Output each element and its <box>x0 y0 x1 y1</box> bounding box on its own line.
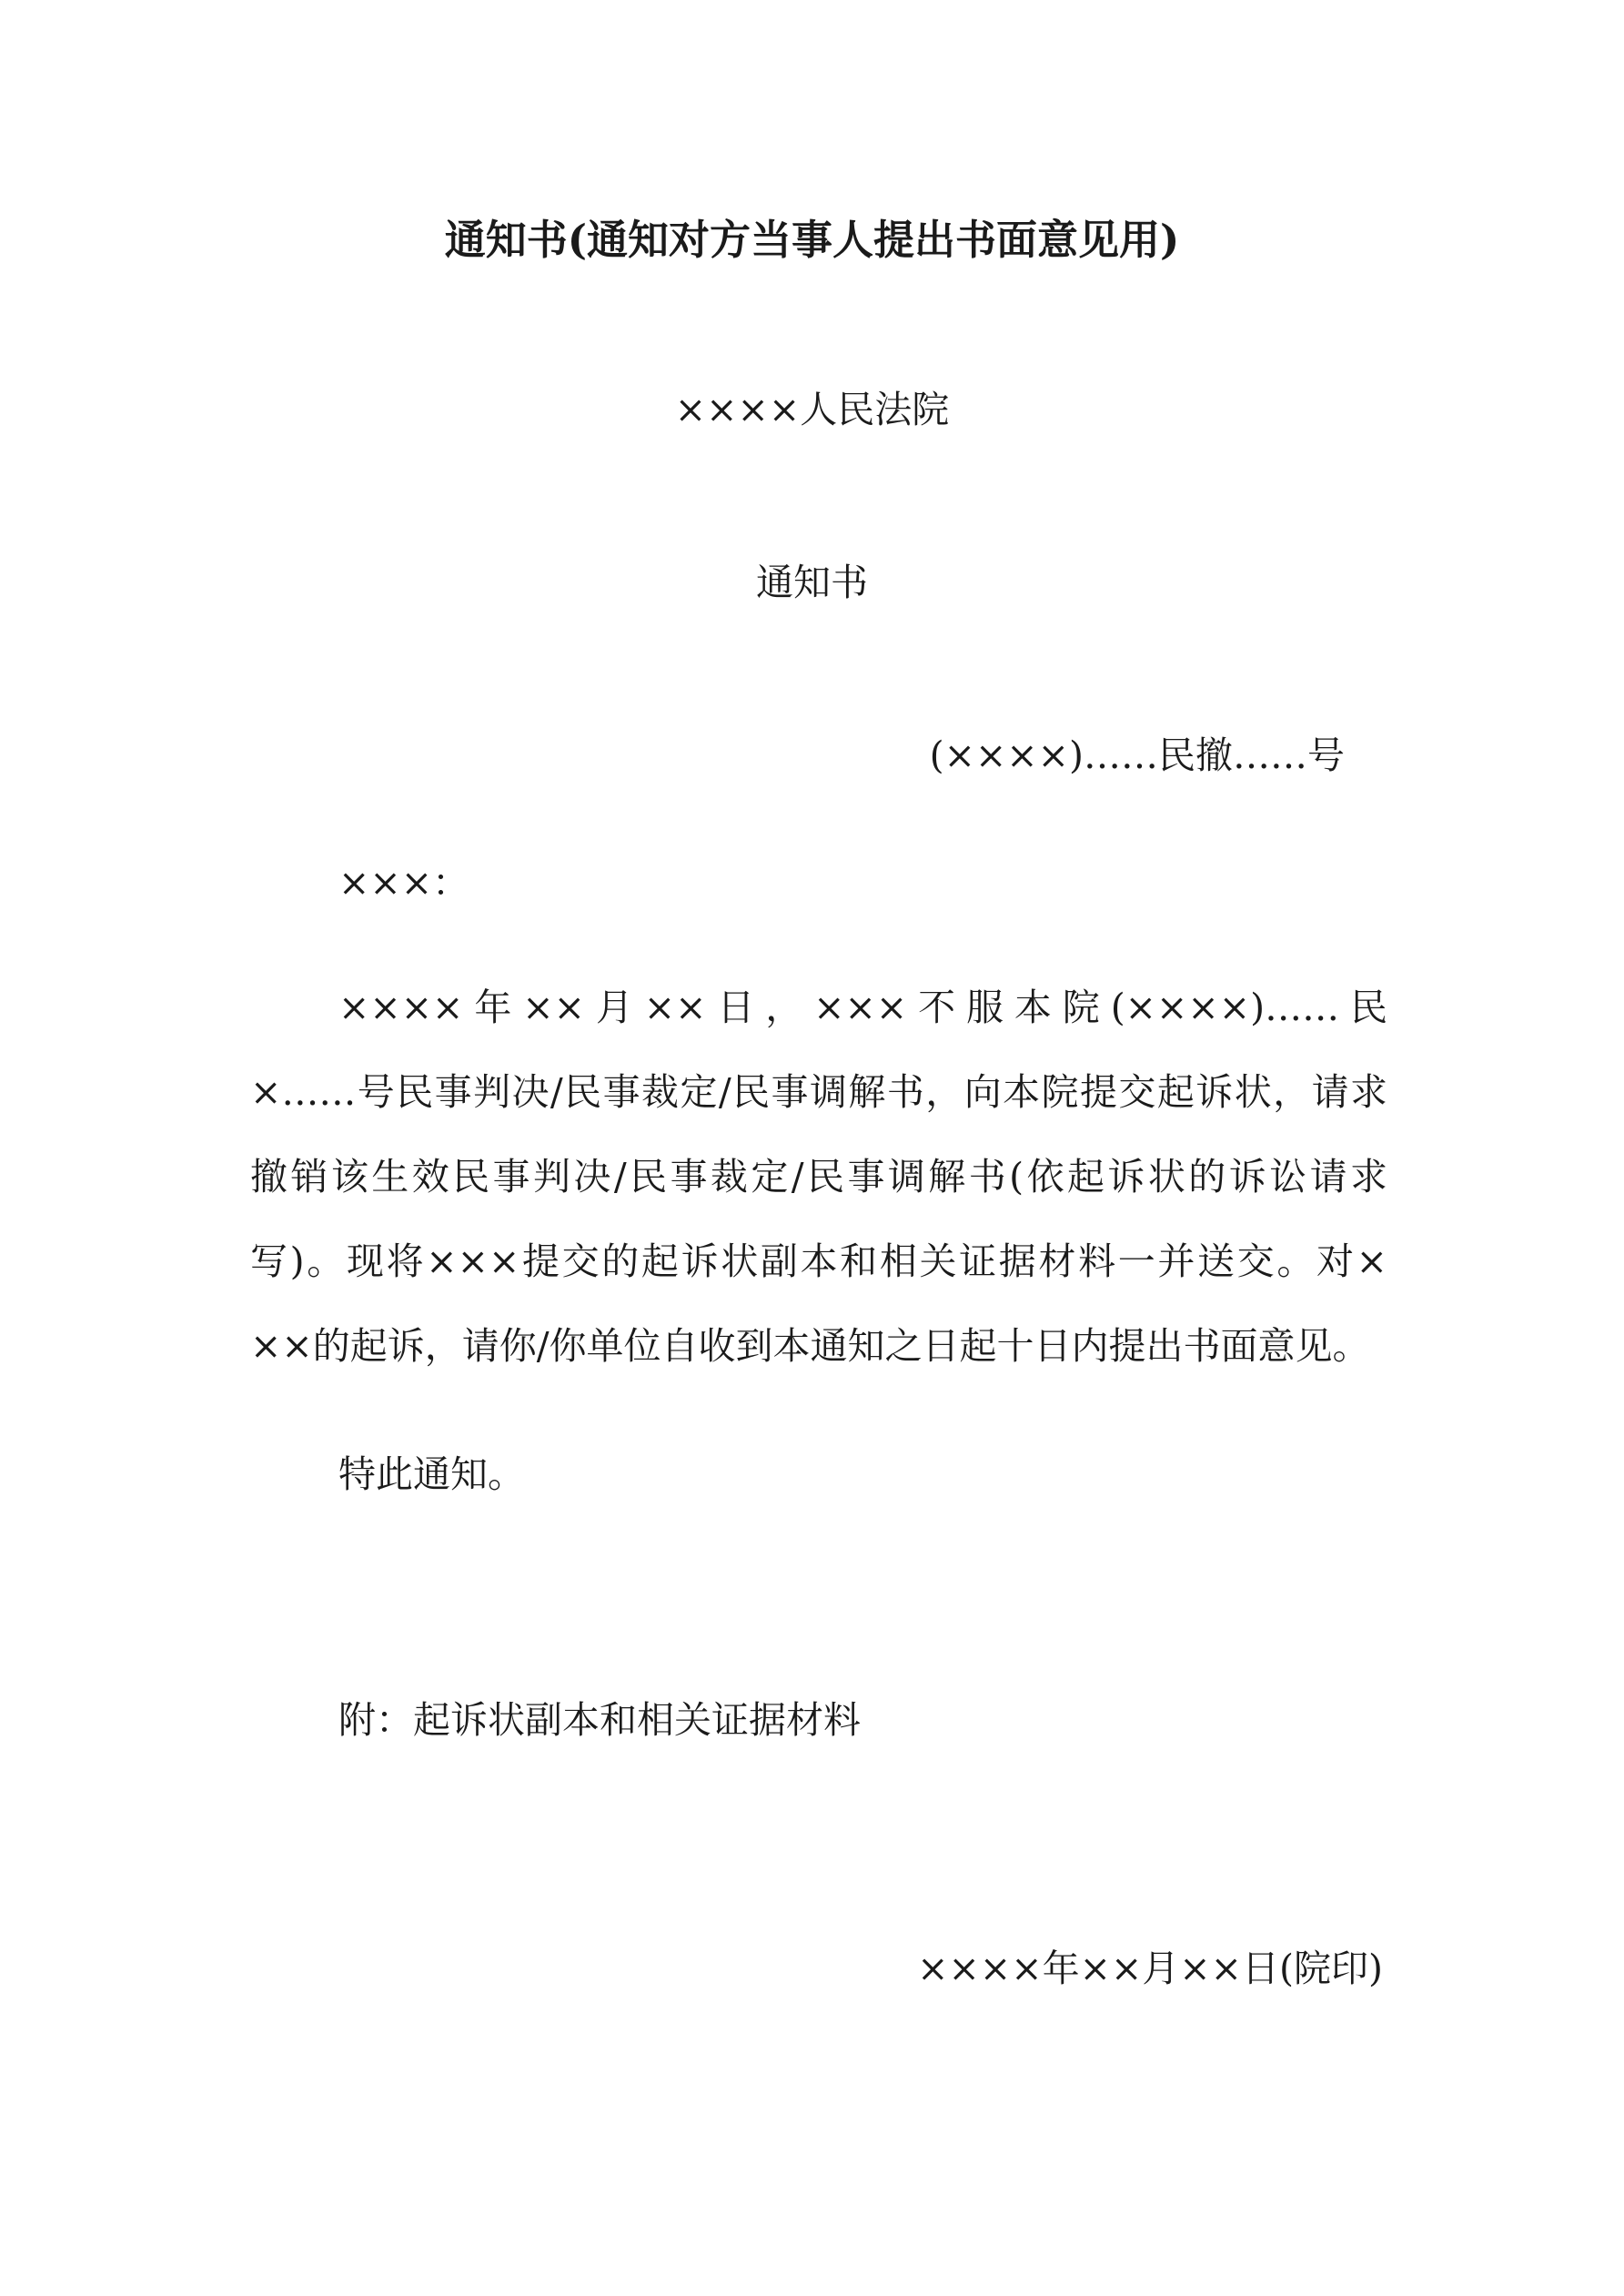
attachment-note: 附：起诉状副本和相关证据材料 <box>338 1698 861 1742</box>
body-paragraph-line: ××的起诉，请你/你单位自收到本通知之日起十日内提出书面意见。 <box>250 1324 1370 1368</box>
body-paragraph-line: 撤销该生效民事判决/民事裁定/民事调解书(依起诉状的诉讼请求 <box>250 1155 1387 1199</box>
closing-statement: 特此通知。 <box>338 1452 525 1496</box>
date-and-seal: ××××年××月××日(院印) <box>917 1947 1383 1990</box>
document-title: 通知书(通知对方当事人提出书面意见用) <box>444 216 1180 264</box>
body-paragraph-line: 写)。现将×××提交的起诉状副本和相关证据材料一并送交。对× <box>250 1239 1387 1283</box>
body-paragraph-line: ×……号民事判决/民事裁定/民事调解书，向本院提交起诉状，请求 <box>250 1070 1387 1114</box>
addressee: ×××： <box>338 861 470 905</box>
case-number: (××××)……民撤……号 <box>929 733 1345 777</box>
body-paragraph-line: ××××年××月××日，×××不服本院(××××)……民 <box>338 986 1387 1029</box>
court-name: ××××人民法院 <box>674 388 950 431</box>
notice-heading: 通知书 <box>756 561 868 604</box>
